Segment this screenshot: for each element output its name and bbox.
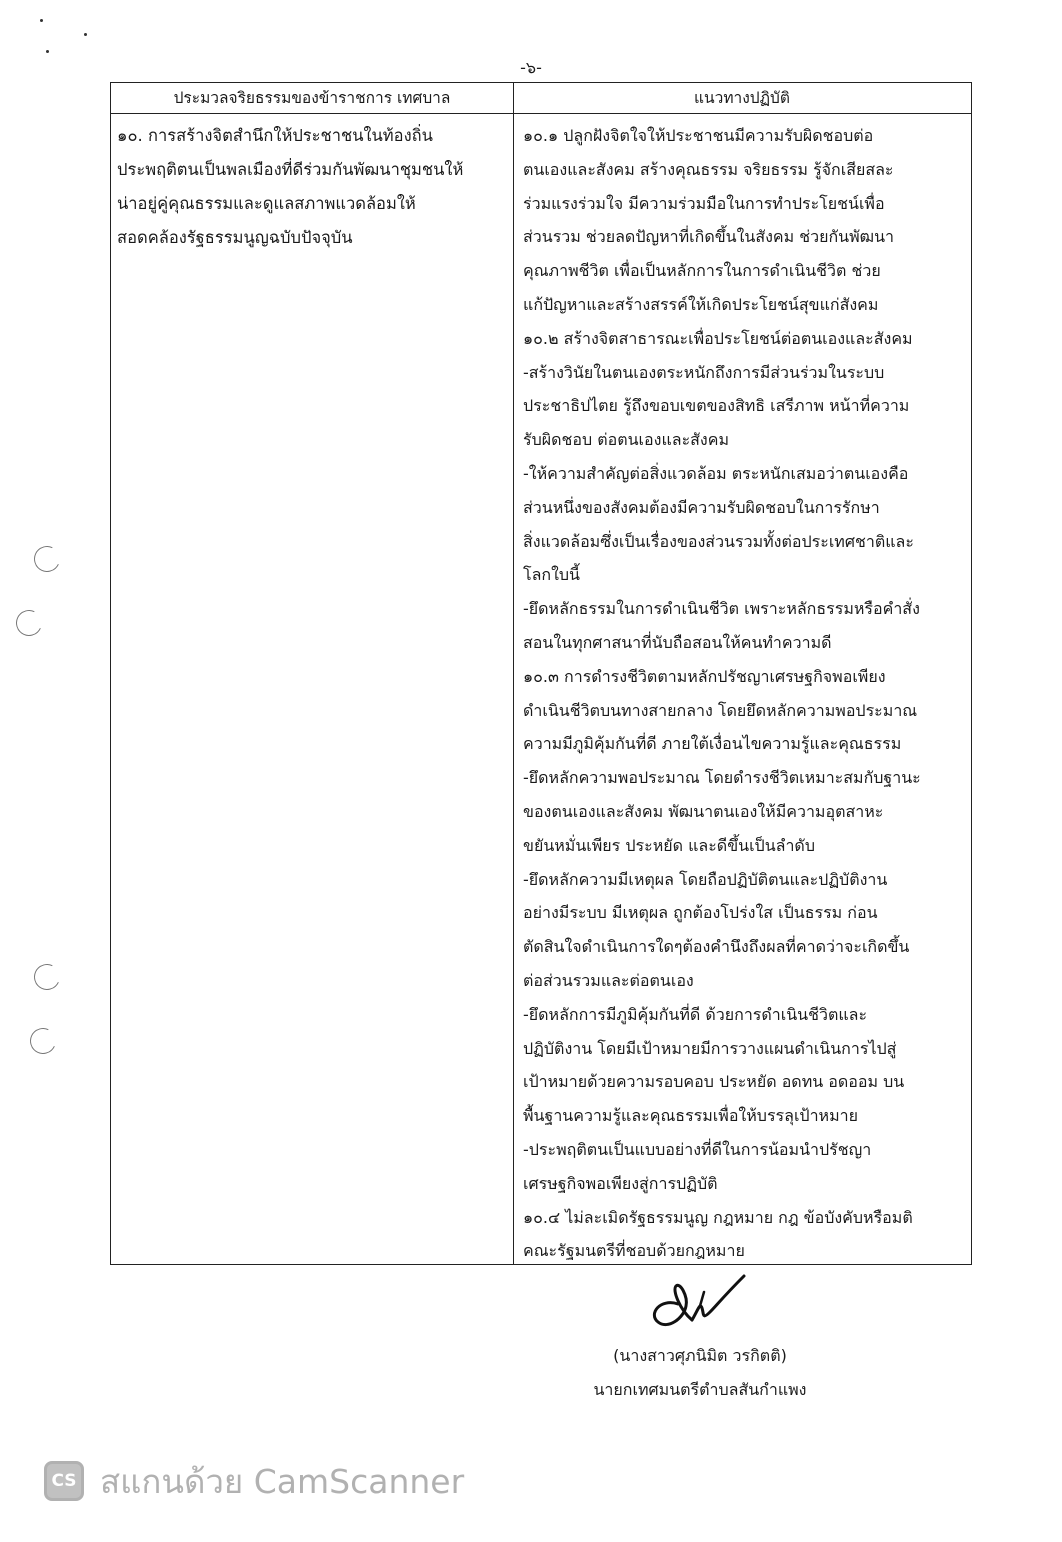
column-divider	[513, 83, 514, 1264]
guideline-line: ส่วนหนึ่งของสังคมต้องมีความรับผิดชอบในการรักษา	[523, 497, 880, 517]
guideline-line: โลกใบนี้	[523, 565, 580, 585]
signatory-position: นายกเทศมนตรีตำบลสันกำแพง	[593, 1380, 807, 1399]
guideline-line: ๑๐.๒ สร้างจิตสาธารณะเพื่อประโยชน์ต่อตนเองและสังคม	[523, 328, 913, 348]
watermark-text: สแกนด้วย CamScanner	[100, 1461, 465, 1501]
guideline-line: -สร้างวินัยในตนเองตระหนักถึงการมีส่วนร่วมในระบบ	[523, 362, 885, 382]
camscanner-logo-icon: CS	[44, 1461, 84, 1501]
guideline-line: เป้าหมายด้วยความรอบคอบ ประหยัด อดทน อดออม บน	[523, 1072, 905, 1092]
scan-speck	[40, 19, 43, 22]
punch-hole	[12, 606, 45, 639]
guideline-line: -ยึดหลักธรรมในการดำเนินชีวิต เพราะหลักธรรมหรือคำสั่ง	[523, 599, 920, 619]
guideline-line: -ยึดหลักความมีเหตุผล โดยถือปฏิบัติตนและปฏิบัติงาน	[523, 869, 888, 889]
guideline-line: ประชาธิปไตย รู้ถึงขอบเขตของสิทธิ เสรีภาพ หน้าที่ความ	[523, 396, 910, 416]
guideline-line: อย่างมีระบบ มีเหตุผล ถูกต้องโปร่งใส เป็นธรรม ก่อน	[523, 903, 878, 923]
guideline-line: ต่อส่วนรวมและต่อตนเอง	[523, 970, 694, 990]
ethics-code-line: สอดคล้องรัฐธรรมนูญฉบับปัจจุบัน	[117, 228, 353, 247]
header-guidelines: แนวทางปฏิบัติ	[694, 89, 790, 107]
handwritten-signature	[640, 1262, 750, 1342]
guideline-line: -ให้ความสำคัญต่อสิ่งแวดล้อม ตระหนักเสมอว่าตนเองคือ	[523, 463, 909, 483]
guideline-line: สิ่งแวดล้อมซึ่งเป็นเรื่องของส่วนรวมทั้งต่อประเทศชาติและ	[523, 531, 914, 551]
table-header-row	[111, 83, 971, 114]
ethics-code-line: น่าอยู่คู่คุณธรรมและดูแลสภาพแวดล้อมให้	[117, 194, 416, 213]
page-number: -๖-	[520, 58, 542, 77]
guideline-line: -ยึดหลักการมีภูมิคุ้มกันที่ดี ด้วยการดำเนินชีวิตและ	[523, 1004, 868, 1024]
punch-hole	[26, 1024, 59, 1057]
guidelines-cell	[523, 119, 965, 1268]
guideline-line: ดำเนินชีวิตบนทางสายกลาง โดยยึดหลักความพอประมาณ	[523, 700, 918, 720]
ethics-table	[110, 82, 972, 1265]
guideline-line: คุณภาพชีวิต เพื่อเป็นหลักการในการดำเนินชีวิต ช่วย	[523, 261, 881, 281]
punch-hole	[30, 960, 63, 993]
guideline-line: -ประพฤติตนเป็นแบบอย่างที่ดีในการน้อมนำปรัชญา	[523, 1139, 872, 1159]
ethics-code-line: ๑๐. การสร้างจิตสำนึกให้ประชาชนในท้องถิ่น	[117, 126, 433, 145]
punch-hole	[30, 542, 63, 575]
guideline-line: ส่วนรวม ช่วยลดปัญหาที่เกิดขึ้นในสังคม ช่วยกันพัฒนา	[523, 227, 895, 247]
guideline-line: เศรษฐกิจพอเพียงสู่การปฏิบัติ	[523, 1173, 718, 1193]
guideline-line: สอนในทุกศาสนาที่นับถือสอนให้คนทำความดี	[523, 632, 832, 652]
guideline-line: ตนเองและสังคม สร้างคุณธรรม จริยธรรม รู้จักเสียสละ	[523, 159, 894, 179]
guideline-line: ๑๐.๓ การดำรงชีวิตตามหลักปรัชญาเศรษฐกิจพอเพียง	[523, 666, 886, 686]
scan-speck	[46, 50, 49, 53]
guideline-line: ขยันหมั่นเพียร ประหยัด และดีขึ้นเป็นลำดับ	[523, 835, 815, 855]
guideline-line: ของตนเองและสังคม พัฒนาตนเองให้มีความอุตสาหะ	[523, 801, 884, 821]
guideline-line: รับผิดชอบ ต่อตนเองและสังคม	[523, 430, 729, 450]
guideline-line: พื้นฐานความรู้และคุณธรรมเพื่อให้บรรลุเป้าหมาย	[523, 1106, 858, 1126]
guideline-line: ๑๐.๑ ปลูกฝังจิตใจให้ประชาชนมีความรับผิดชอบต่อ	[523, 126, 874, 145]
guideline-line: แก้ปัญหาและสร้างสรรค์ให้เกิดประโยชน์สุขแก่สังคม	[523, 294, 879, 314]
guideline-line: ความมีภูมิคุ้มกันที่ดี ภายใต้เงื่อนไขความรู้และคุณธรรม	[523, 734, 902, 754]
guideline-line: คณะรัฐมนตรีที่ชอบด้วยกฎหมาย	[523, 1241, 745, 1261]
guideline-line: ๑๐.๔ ไม่ละเมิดรัฐธรรมนูญ กฎหมาย กฎ ข้อบังคับหรือมติ	[523, 1207, 913, 1227]
guideline-line: ปฏิบัติงาน โดยมีเป้าหมายมีการวางแผนดำเนินการไปสู่	[523, 1038, 897, 1058]
scan-speck	[84, 33, 87, 36]
guideline-line: -ยึดหลักความพอประมาณ โดยดำรงชีวิตเหมาะสมกับฐานะ	[523, 768, 921, 788]
guideline-line: ร่วมแรงร่วมใจ มีความร่วมมือในการทำประโยชน์เพื่อ	[523, 193, 885, 213]
ethics-code-cell	[117, 119, 509, 255]
guideline-line: ตัดสินใจดำเนินการใดๆต้องคำนึงถึงผลที่คาดว่าจะเกิดขึ้น	[523, 937, 910, 957]
camscanner-watermark	[44, 1458, 464, 1504]
signatory-name: (นางสาวศุภนิมิต วรกิตติ)	[613, 1346, 787, 1365]
ethics-code-line: ประพฤติตนเป็นพลเมืองที่ดีร่วมกันพัฒนาชุมชนให้	[117, 160, 464, 179]
header-ethics-code: ประมวลจริยธรรมของข้าราชการ เทศบาล	[173, 89, 451, 107]
